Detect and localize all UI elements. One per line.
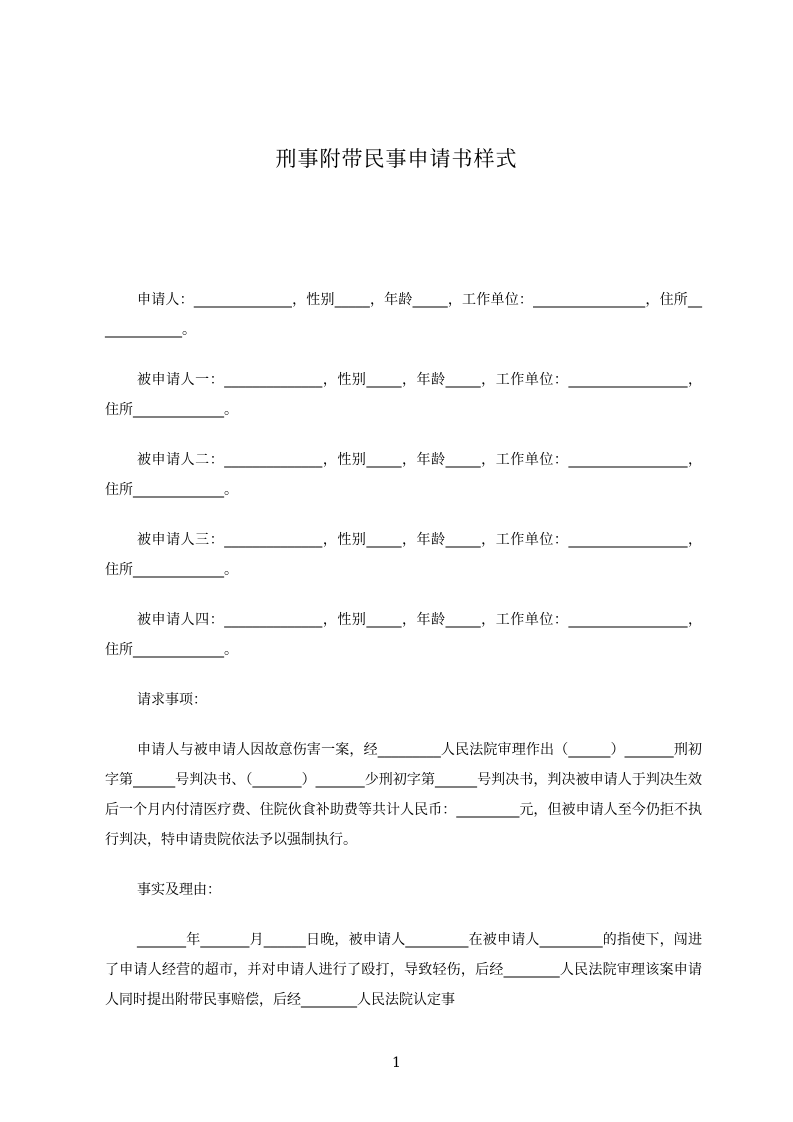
page-title: 刑事附带民事申请书样式 — [275, 147, 518, 171]
respondent-4-paragraph: 被申请人四：______________，性别_____，年龄_____，工作单位：_________________，住所_____________。 — [105, 612, 702, 658]
document-body — [105, 285, 702, 1035]
facts-paragraph: _______年_______月______日晚，被申请人_________在被申请人_________的指使下，闯进了申请人经营的超市，并对申请人进行了殴打，导致轻伤，后经________人民法院审理该案申请人同时提出附带民事赔偿，后经________人民法院认定事 — [105, 932, 702, 1008]
claims-paragraph: 申请人与被申请人因故意伤害一案，经_________人民法院审理作出（______）_______刑初字第______号判决书、（_______）_______少刑初字第______号判决书，判决被申请人于判决生效后一个月内付清医疗费、住院伙食补助费等共计人民币：_________元，但被申请人至今仍拒不执行判决，特申请贵院依法予以强制执行。 — [105, 742, 702, 848]
respondent-2-paragraph: 被申请人二：______________，性别_____，年龄_____，工作单位：_________________，住所_____________。 — [105, 452, 702, 498]
facts-heading: 事实及理由： — [137, 882, 221, 898]
applicant-paragraph: 申请人：______________，性别_____，年龄_____，工作单位：________________，住所_____________。 — [105, 292, 702, 338]
claims-heading: 请求事项： — [137, 692, 207, 708]
page-number: 1 — [392, 1055, 401, 1071]
respondent-3-paragraph: 被申请人三：______________，性别_____，年龄_____，工作单位：_________________，住所_____________。 — [105, 532, 702, 578]
respondent-1-paragraph: 被申请人一：______________，性别_____，年龄_____，工作单位：_________________，住所_____________。 — [105, 372, 702, 418]
